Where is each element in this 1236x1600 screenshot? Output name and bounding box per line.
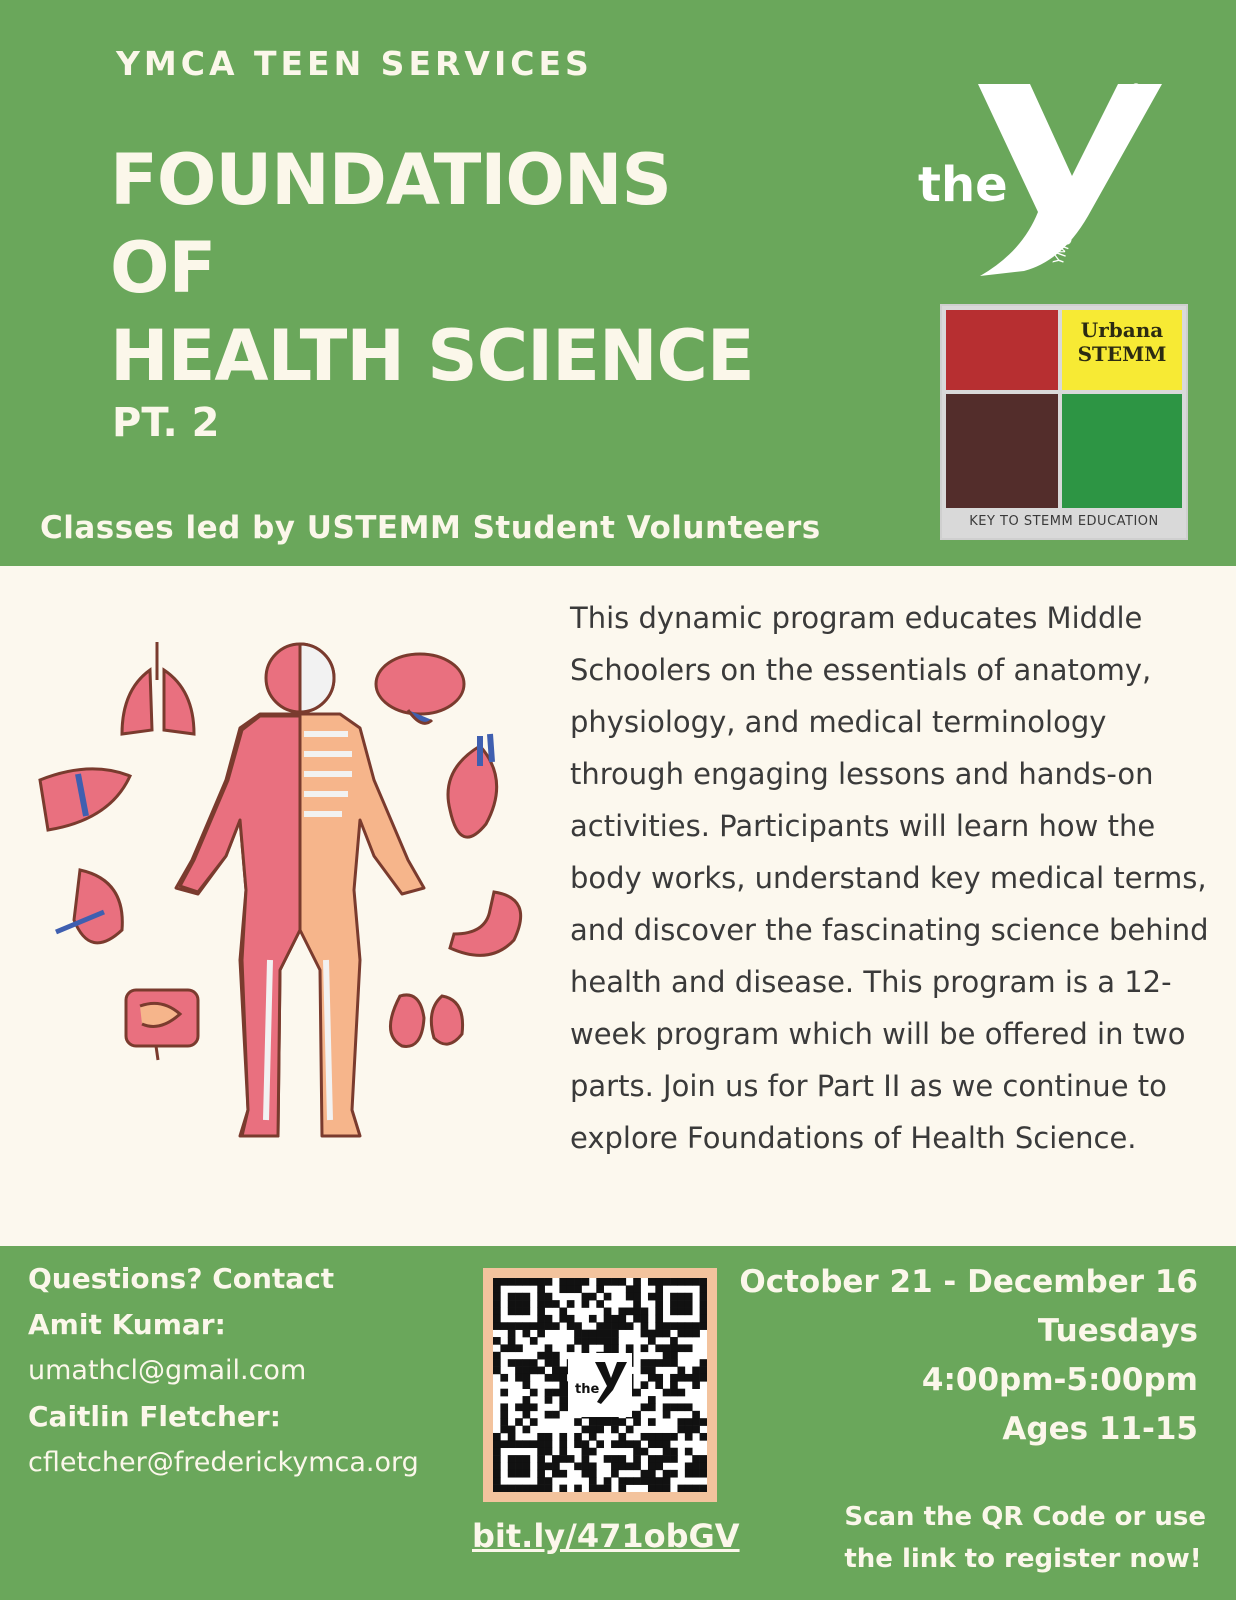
contact-name-1: Amit Kumar: [28,1308,226,1341]
brain-icon [376,654,464,723]
page-title [110,136,754,400]
intestines-icon [126,990,198,1060]
stemm-logo-name: Urbana STEMM [1077,318,1167,366]
contact-email-1[interactable]: umathcl@gmail.com [28,1355,307,1386]
schedule-block [739,1258,1198,1454]
heart-icon [448,734,497,837]
ymca-logo-the: the [918,157,1008,213]
contact-name-2: Caitlin Fletcher: [28,1400,281,1433]
contact-email-2[interactable]: cfletcher@frederickymca.org [28,1447,419,1478]
schedule-time: 4:00pm-5:00pm [921,1362,1198,1398]
schedule-day: Tuesdays [1037,1313,1198,1349]
qr-code[interactable] [483,1268,717,1502]
title-line-3: HEALTH SCIENCE [110,315,754,397]
ymca-logo [912,76,1172,286]
register-link[interactable]: bit.ly/471obGV [472,1517,740,1555]
contact-block [28,1256,419,1486]
human-body-figure [176,644,424,1136]
part-label: PT. 2 [112,400,220,446]
title-line-1: FOUNDATIONS [110,139,671,221]
title-line-2: OF [110,227,216,309]
kidneys-icon [390,995,462,1047]
schedule-ages: Ages 11-15 [1002,1411,1198,1447]
cta-line-1: Scan the QR Code or use [844,1502,1206,1532]
stemm-logo-tagline: KEY TO STEMM EDUCATION [969,514,1159,529]
spleen-icon [56,870,122,943]
anatomy-illustration [30,630,550,1170]
ymca-logo-wordmark: YMCA [1050,224,1080,268]
org-label: YMCA TEEN SERVICES [116,44,593,83]
lungs-icon [122,642,194,734]
schedule-dates: October 21 - December 16 [739,1264,1198,1300]
cta-line-2: the link to register now! [844,1544,1202,1574]
qr-code-pattern [493,1278,707,1492]
led-by-text: Classes led by USTEMM Student Volunteers [40,510,821,546]
liver-icon [40,769,130,830]
urbana-stemm-logo [942,306,1186,538]
program-description: This dynamic program educates Middle Schoolers on the essentials of anatomy, physiology, and medical terminology through engaging lessons and hands-on activities. Participants will learn how the body works, understand key medical terms, and discover the fascinating science behind health and disease. This program is a 12-week program which will be offered in two parts. Join us for Part II as we continue to explore Foundations of Health Science. [570,601,1209,1155]
contact-heading: Questions? Contact [28,1262,335,1295]
qr-center-logo: the [575,1382,600,1397]
stomach-icon [450,892,521,955]
register-cta [844,1496,1206,1580]
